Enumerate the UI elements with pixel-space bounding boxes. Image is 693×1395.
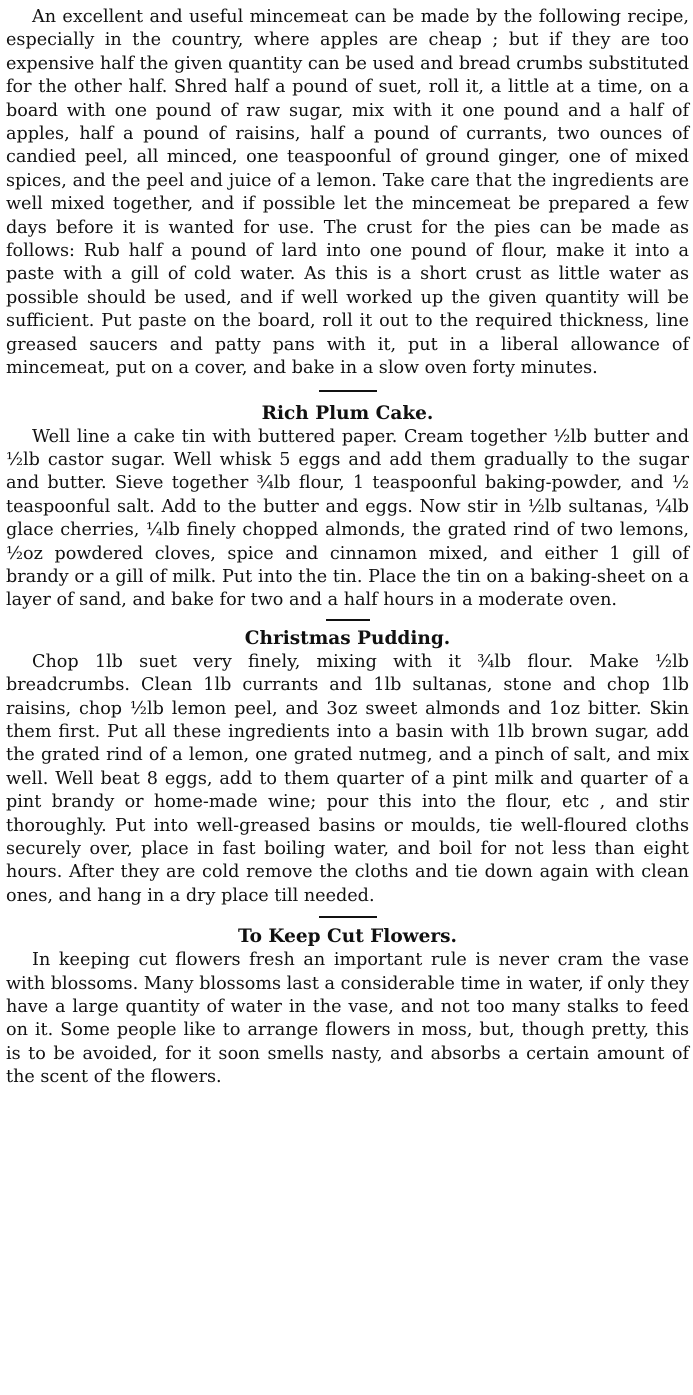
- cut-flowers-paragraph: In keeping cut flowers fresh an important rule is never cram the vase with blossoms. Many blossoms last a considerable time in water, if only they have a large quantity of water in the vase, and not too many stalks to feed on it. Some people like to arrange flowers in moss, but, though pretty, this is to be avoided, for it soon smells nasty, and absorbs a certain amount of the scent of the flowers.: [6, 950, 689, 1088]
- christmas-pudding-paragraph: Chop 1lb suet very finely, mixing with it ¾lb flour. Make ½lb breadcrumbs. Clean 1lb currants and 1lb sultanas, stone and chop 1lb raisins, chop ½lb lemon peel, and 3oz sweet almonds and 1oz bitter. Skin them first. Put all these ingredients into a basin with 1lb brown sugar, add the grated rind of a lemon, one grated nutmeg, and a pinch of salt, and mix well. Well beat 8 eggs, add to them quarter of a pint milk and quarter of a pint brandy or home-made wine; pour this into the flour, etc , and stir thoroughly. Put into well-greased basins or moulds, tie well-floured cloths securely over, place in fast boiling water, and boil for not less than eight hours. After they are cold remove the cloths and tie down again with clean ones, and hang in a dry place till needed.: [6, 651, 689, 906]
- plum-cake-paragraph: Well line a cake tin with buttered paper. Cream together ½lb butter and ½lb castor sugar. Well whisk 5 eggs and add them gradually to the sugar and butter. Sieve together ¾lb flour, 1 teaspoonful baking-powder, and ½ teaspoonful salt. Add to the butter and eggs. Now stir in ½lb sultanas, ¼lb glace cherries, ¼lb finely chopped almonds, the grated rind of two lemons, ½oz powdered cloves, spice and cinnamon mixed, and either 1 gill of brandy or a gill of milk. Put into the tin. Place the tin on a baking-sheet on a layer of sand, and bake for two and a half hours in a moderate oven.: [6, 426, 689, 611]
- cut-flowers-heading: To Keep Cut Flowers.: [238, 926, 457, 948]
- plum-cake-heading: Rich Plum Cake.: [261, 402, 434, 424]
- christmas-pudding-heading: Christmas Pudding.: [244, 627, 451, 649]
- mincemeat-paragraph: An excellent and useful mincemeat can be made by the following recipe, especially in the country, where apples are cheap ; but if they are too expensive half the given quantity can be used and bread crumbs substituted for the other half. Shred half a pound of suet, roll it, a little at a time, on a board with one pound of raw sugar, mix with it one pound and a half of apples, half a pound of raisins, half a pound of currants, two ounces of candied peel, all minced, one teaspoonful of ground ginger, one of mixed spices, and the peel and juice of a lemon. Take care that the ingredients are well mixed together, and if possible let the mincemeat be prepared a few days before it is wanted for use. The crust for the pies can be made as follows: Rub half a pound of lard into one pound of flour, make it into a paste with a gill of cold water. As this is a short crust as little water as possible should be used, and if well worked up the given quantity will be sufficient. Put paste on the board, roll it out to the required thickness, line greased saucers and patty pans with it, put in a liberal allowance of mincemeat, put on a cover, and bake in a slow oven forty minutes.: [6, 7, 689, 379]
- section-divider: [319, 916, 377, 918]
- section-divider: [326, 619, 370, 621]
- section-divider: [319, 390, 377, 392]
